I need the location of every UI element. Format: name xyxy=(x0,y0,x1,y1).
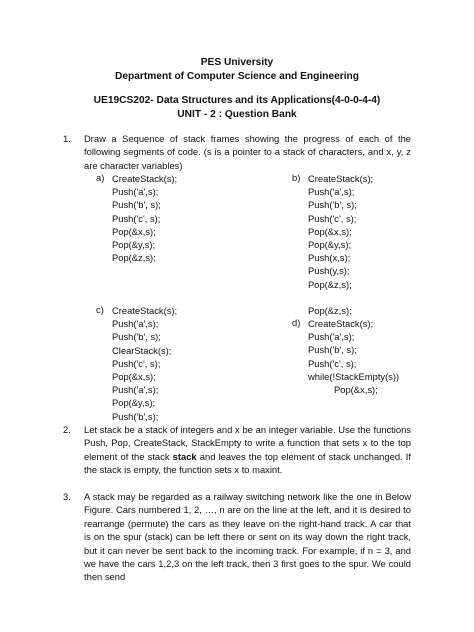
code-line: Push('c', s); xyxy=(112,357,161,369)
q1-part-b-label: b) xyxy=(292,172,301,183)
code-line: Pop(&y,s); xyxy=(308,239,352,251)
code-line: CreateStack(s); xyxy=(112,173,178,184)
code-line: Push('a',s); xyxy=(308,331,355,343)
q2-number: 2. xyxy=(63,424,71,435)
code-line: Push('c', s); xyxy=(112,212,161,224)
q1-text: Draw a Sequence of stack frames showing the progress of each of the following segments of code. (s is a pointer to a stack of characters, and x, y, z are character variables) xyxy=(84,133,411,171)
department-title: Department of Computer Science and Engineering xyxy=(115,71,359,82)
code-line: Push('c', s); xyxy=(308,357,357,369)
q3-text: A stack may be regarded as a railway switching network like the one in Below Figure. Cars numbered 1, 2, …, n are on the line at the left, and it is desired to rearrange (permute) the cars as they leave on the right-hand track. A car that is on the spur (stack) can be left there or sent on its way down the right track, but it can never be sent back to the incoming track. For example, if n = 3, and we have the cars 1,2,3 on the left track, then 3 first goes to the spur. We could then send xyxy=(84,491,411,583)
code-line: Pop(&x,s); xyxy=(308,225,352,237)
code-line: Push('b', s); xyxy=(308,344,357,356)
code-line: Pop(&x,s); xyxy=(112,371,156,383)
code-line: Push(x,s); xyxy=(308,252,351,264)
q2-text xyxy=(84,423,411,477)
code-line: Push('b',s); xyxy=(112,410,159,422)
unit-title: UNIT - 2 : Question Bank xyxy=(177,109,297,120)
code-line: Push('b', s); xyxy=(308,199,357,211)
code-line: Push('c', s); xyxy=(308,212,357,224)
code-line xyxy=(308,291,373,304)
course-title: UE19CS202- Data Structures and its Applications(4-0-0-4-4) xyxy=(93,95,381,106)
q1-part-c-label: c) xyxy=(96,304,104,315)
q2-bold-word: stack xyxy=(172,450,197,462)
q1-part-b-code xyxy=(308,172,373,317)
code-line: Pop(&y,s); xyxy=(112,239,156,251)
code-line: Pop(&x,s); xyxy=(334,384,378,396)
code-line: while(!StackEmpty(s)) xyxy=(308,370,400,382)
code-line: Pop(&z,s); xyxy=(112,252,156,264)
code-line: CreateStack(s); xyxy=(112,305,178,316)
code-line: Pop(&x,s); xyxy=(112,225,156,237)
q1-part-a-code xyxy=(112,172,177,264)
q1-part-c-code xyxy=(112,304,177,423)
code-line: Push('a',s); xyxy=(308,186,355,198)
code-line: Pop(&y,s); xyxy=(112,397,156,409)
q1-part-a-label: a) xyxy=(96,172,105,183)
q2-text-after: and leaves the top element of stack unchanged. If the stack is empty, the function sets x to maxint. xyxy=(84,450,411,476)
code-line: ClearStack(s); xyxy=(112,344,172,356)
code-line: CreateStack(s); xyxy=(308,318,374,329)
code-line: Push('a',s); xyxy=(112,384,159,396)
code-line: Push('b', s); xyxy=(112,331,161,343)
q1-part-d-label: d) xyxy=(292,317,301,328)
code-line: Push('a',s); xyxy=(112,186,159,198)
q2-text-before: Let stack be a stack of integers and x be an integer variable. Use the functions Push, Pop, CreateStack, StackEmpty to write a function that sets x to the top element of the stack xyxy=(84,424,411,462)
code-line: Push(y,s); xyxy=(308,265,350,277)
code-line: Pop(&z,s); xyxy=(308,278,352,290)
q3-number: 3. xyxy=(63,491,71,502)
q1-number: 1. xyxy=(63,133,71,144)
code-line: CreateStack(s); xyxy=(308,173,374,184)
university-title: PES University xyxy=(200,57,274,68)
code-line: Push('b', s); xyxy=(112,199,161,211)
code-line: Push('a',s); xyxy=(112,318,159,330)
q1-part-d-code xyxy=(308,317,399,396)
code-line: Pop(&z,s); xyxy=(308,305,352,317)
